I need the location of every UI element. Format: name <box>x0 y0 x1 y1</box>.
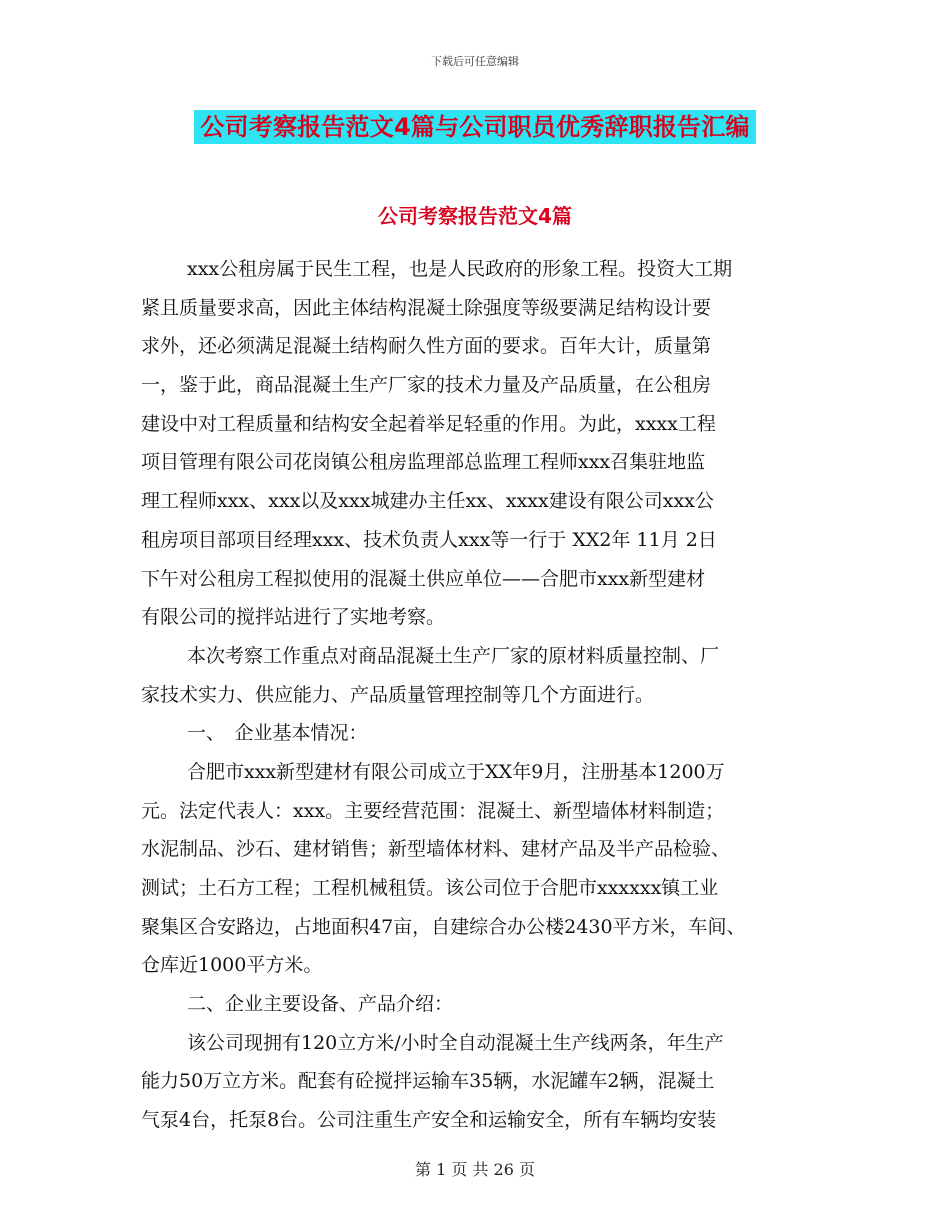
body-line: 求外，还必须满足混凝土结构耐久性方面的要求。百年大计，质量第 <box>141 335 712 358</box>
body-line: 下午对公租房工程拟使用的混凝土供应单位——合肥市xxx新型建材 <box>141 567 706 590</box>
document-title-container <box>0 110 950 144</box>
body-line: 紧且质量要求高，因此主体结构混凝土除强度等级要满足结构设计要 <box>141 296 712 319</box>
body-line: 有限公司的搅拌站进行了实地考察。 <box>141 606 446 629</box>
body-line: 一，鉴于此，商品混凝土生产厂家的技术力量及产品质量，在公租房 <box>141 374 712 397</box>
body-line: 气泵4台，托泵8台。公司注重生产安全和运输安全，所有车辆均安装 <box>141 1109 717 1132</box>
body-line: 能力50万立方米。配套有砼搅拌运输车35辆，水泥罐车2辆，混凝土 <box>141 1070 715 1093</box>
body-line: 仓库近1000平方米。 <box>141 954 323 977</box>
body-line: 聚集区合安路边，占地面积47亩，自建综合办公楼2430平方米，车间、 <box>141 915 746 938</box>
body-line: 租房项目部项目经理xxx、技术负责人xxx等一行于 XX2年 11月 2日 <box>141 528 717 551</box>
body-line: 测试；土石方工程；工程机械租赁。该公司位于合肥市xxxxxx镇工业 <box>141 877 719 899</box>
body-line: xxx公租房属于民生工程，也是人民政府的形象工程。投资大工期 <box>187 258 733 280</box>
header-note: 下载后可任意编辑 <box>431 55 519 68</box>
body-line: 二、企业主要设备、产品介绍： <box>187 993 454 1016</box>
body-line: 一、 企业基本情况： <box>187 722 368 745</box>
body-line: 水泥制品、沙石、建材销售；新型墙体材料、建材产品及半产品检验、 <box>141 838 731 861</box>
body-line: 家技术实力、供应能力、产品质量管理控制等几个方面进行。 <box>141 683 655 706</box>
body-line: 元。法定代表人：xxx。主要经营范围：混凝土、新型墙体材料制造； <box>141 799 725 822</box>
body-line: 理工程师xxx、xxx以及xxx城建办主任xx、xxxx建设有限公司xxx公 <box>141 490 714 513</box>
page-footer: 第 1 页 共 26 页 <box>415 1160 535 1179</box>
body-line: 本次考察工作重点对商品混凝土生产厂家的原材料质量控制、厂 <box>187 644 720 667</box>
section-title: 公司考察报告范文4篇 <box>378 204 572 228</box>
body-line: 合肥市xxx新型建材有限公司成立于XX年9月，注册基本1200万 <box>187 760 725 783</box>
body-line: 项目管理有限公司花岗镇公租房监理部总监理工程师xxx召集驻地监 <box>141 451 706 474</box>
body-line: 该公司现拥有120立方米/小时全自动混凝土生产线两条，年生产 <box>187 1031 724 1054</box>
document-title: 公司考察报告范文4篇与公司职员优秀辞职报告汇编 <box>194 110 755 144</box>
document-body <box>141 250 821 1140</box>
body-line: 建设中对工程质量和结构安全起着举足轻重的作用。为此，xxxx工程 <box>141 412 716 435</box>
